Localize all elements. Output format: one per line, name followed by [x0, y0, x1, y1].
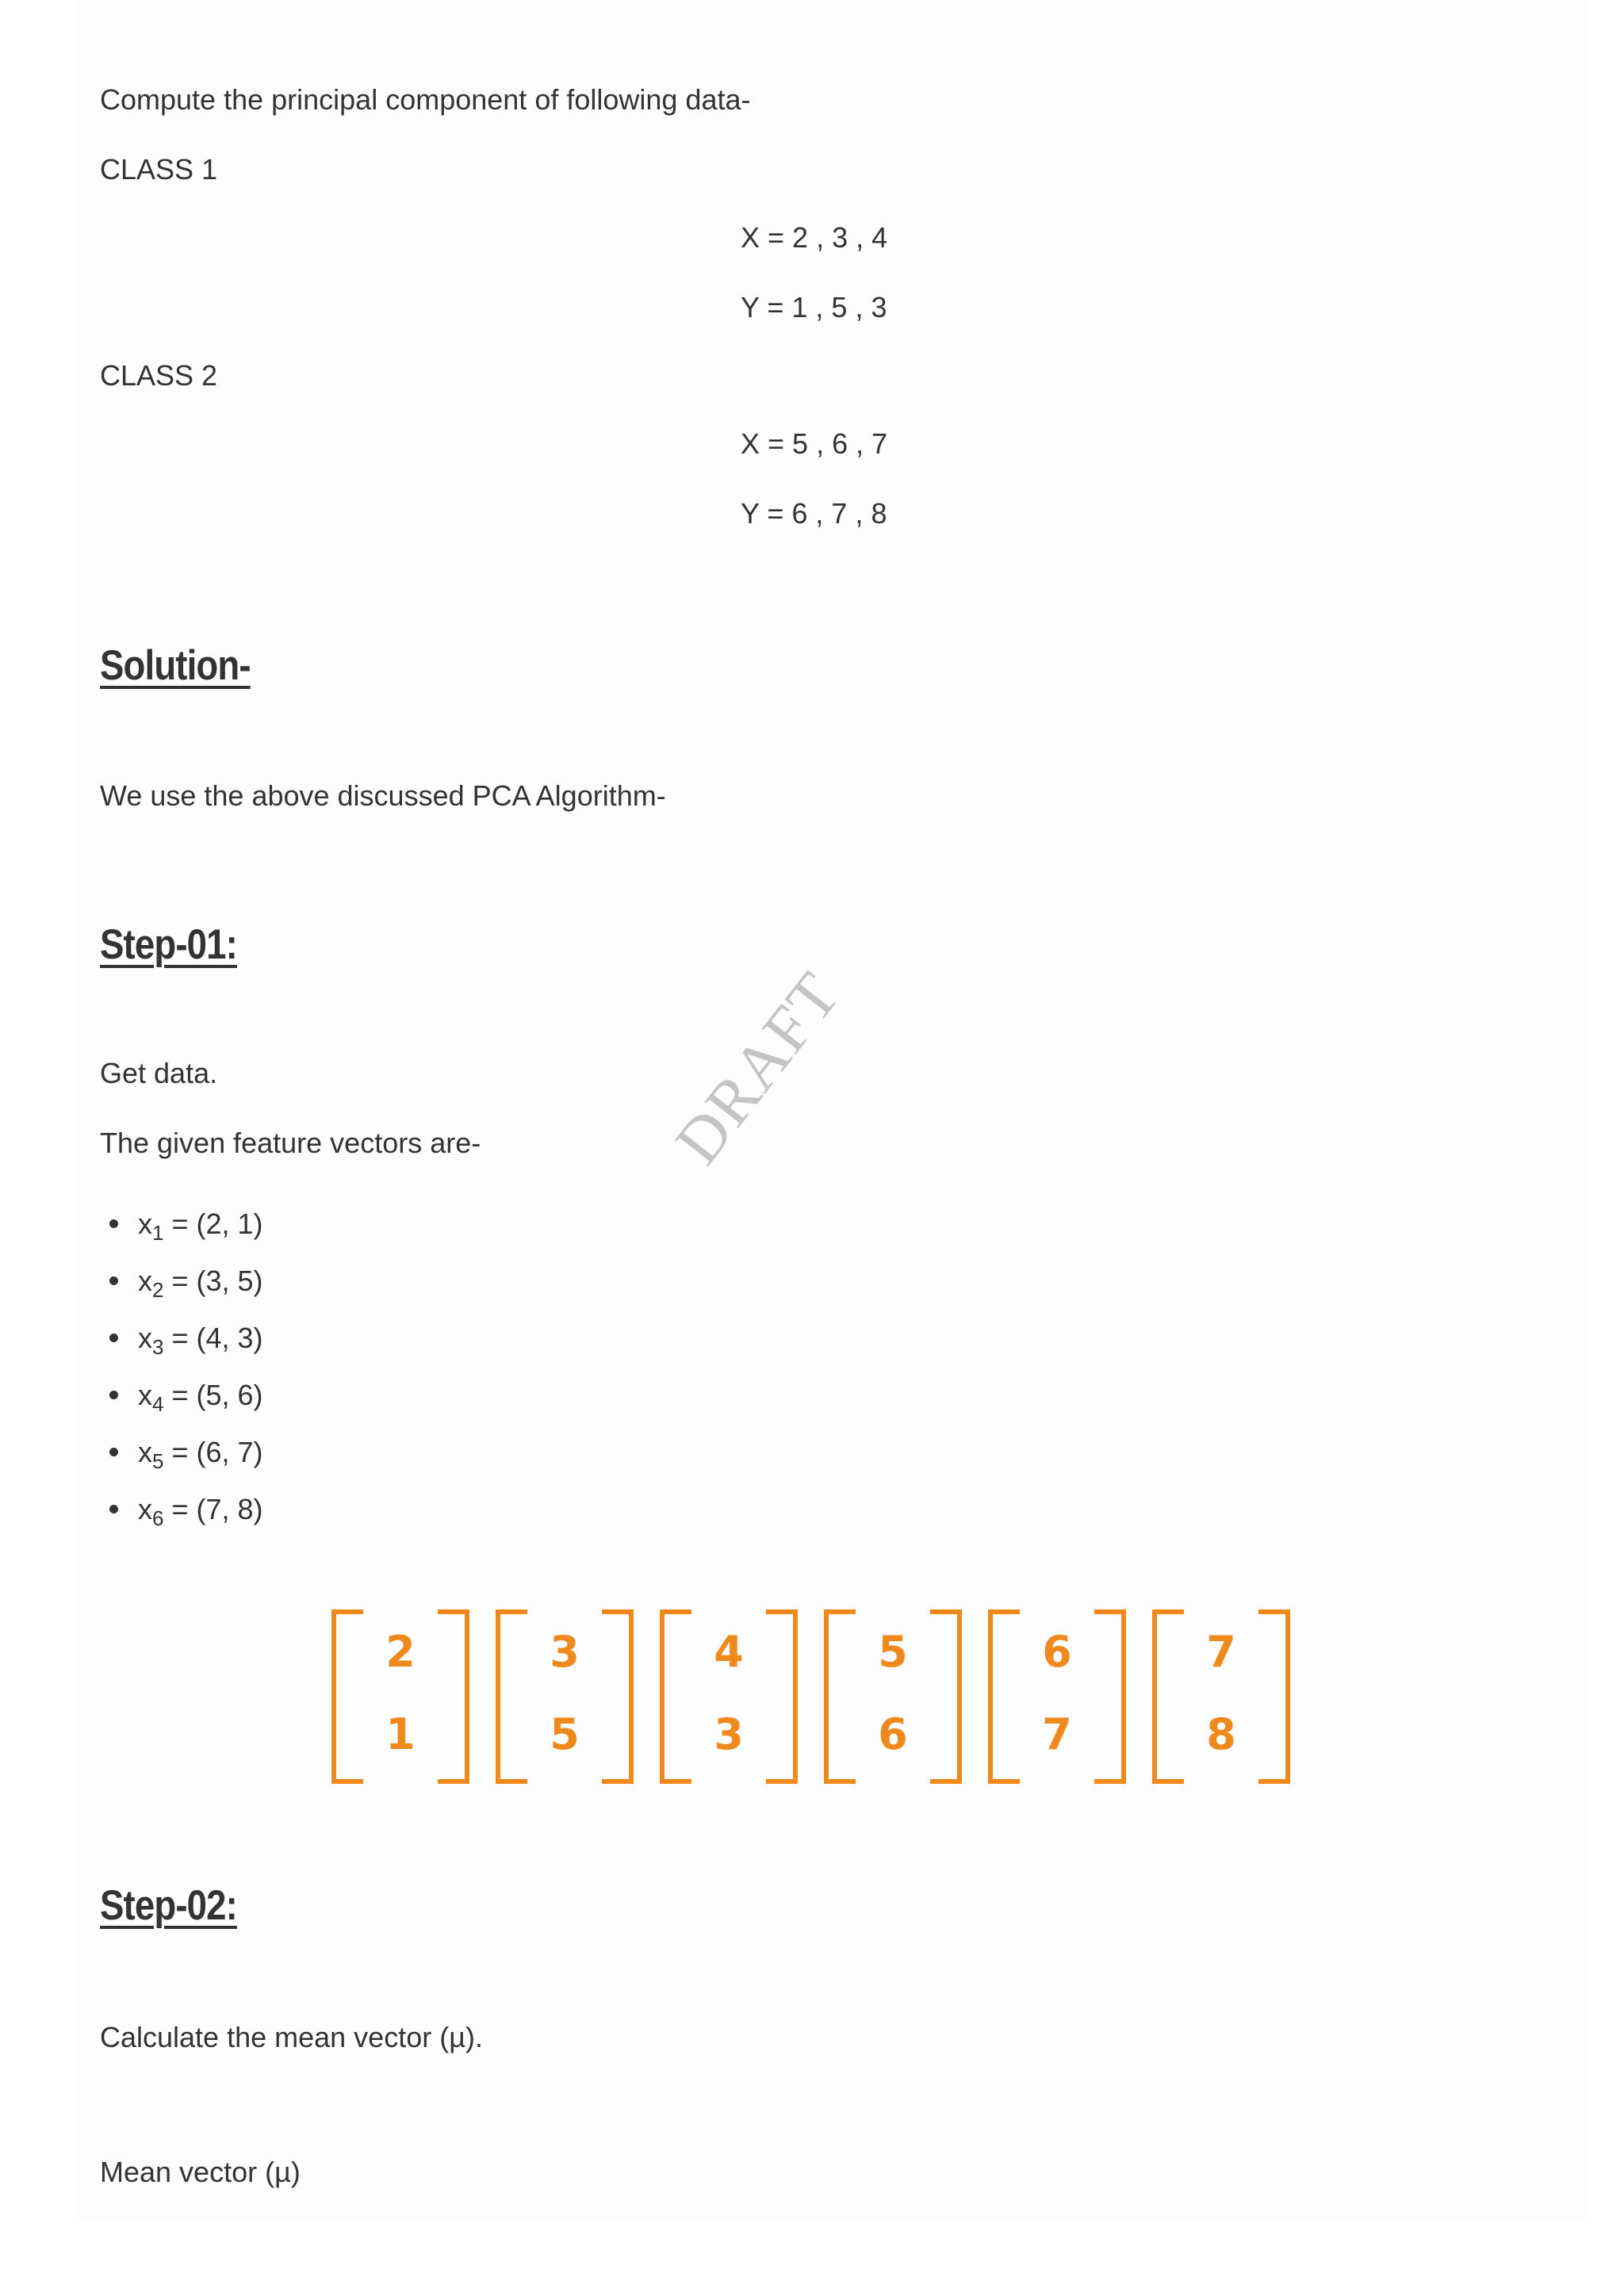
- matrix-top-value: 5: [878, 1627, 908, 1677]
- class2-y-values: Y = 6 , 7 , 8: [741, 497, 887, 530]
- step1-text-feature-vectors: The given feature vectors are-: [100, 1127, 481, 1159]
- matrix-bottom-value: 8: [1206, 1709, 1236, 1759]
- matrix-bottom-value: 6: [878, 1709, 908, 1759]
- step2-heading: Step-02:: [100, 1882, 237, 1929]
- column-vector-matrix: [660, 1609, 798, 1779]
- class1-y-values: Y = 1 , 5 , 3: [741, 291, 887, 323]
- matrix-top-value: 6: [1042, 1627, 1072, 1677]
- step2-text-calculate-mean: Calculate the mean vector (µ).: [100, 2021, 483, 2053]
- matrix-bottom-value: 1: [385, 1709, 416, 1759]
- column-vector-matrix: [988, 1609, 1126, 1779]
- class2-x-values: X = 5 , 6 , 7: [741, 427, 888, 460]
- column-vector-matrix: [1152, 1609, 1290, 1779]
- solution-heading: Solution-: [100, 642, 251, 689]
- matrix-bottom-value: 3: [714, 1709, 744, 1759]
- page-sheet: [76, 0, 1588, 2220]
- feature-vector-list: [138, 1196, 263, 1538]
- list-item: $x_4 = (5$, 6): [138, 1367, 263, 1424]
- matrix-top-value: 2: [385, 1627, 416, 1677]
- draft-watermark: DRAFT: [661, 958, 855, 1177]
- matrix-bottom-value: 7: [1042, 1709, 1072, 1759]
- step2-text-mean-vector: Mean vector (µ): [100, 2156, 301, 2188]
- matrix-top-value: 4: [714, 1627, 744, 1677]
- step1-heading: Step-01:: [100, 921, 237, 968]
- step1-text-get-data: Get data.: [100, 1057, 218, 1089]
- list-item: $x_5 = (6$, 7): [138, 1424, 263, 1481]
- solution-intro: We use the above discussed PCA Algorithm-: [100, 779, 666, 812]
- column-vector-matrix: [824, 1609, 962, 1779]
- class1-label: CLASS 1: [100, 153, 218, 186]
- list-item: $x_6 = (7$, 8): [138, 1481, 263, 1538]
- class2-label: CLASS 2: [100, 359, 218, 392]
- matrix-top-value: 3: [550, 1627, 580, 1677]
- column-vector-matrix: [331, 1609, 469, 1779]
- problem-intro: Compute the principal component of following data-: [100, 83, 751, 116]
- list-item: $x_2 = (3$, 5): [138, 1253, 263, 1310]
- list-item: $x_1 = (2$, 1): [138, 1196, 263, 1253]
- list-item: $x_3 = (4$, 3): [138, 1310, 263, 1367]
- matrix-bottom-value: 5: [550, 1709, 580, 1759]
- column-vector-matrix: [496, 1609, 634, 1779]
- class1-x-values: X = 2 , 3 , 4: [741, 221, 888, 254]
- matrix-top-value: 7: [1206, 1627, 1236, 1677]
